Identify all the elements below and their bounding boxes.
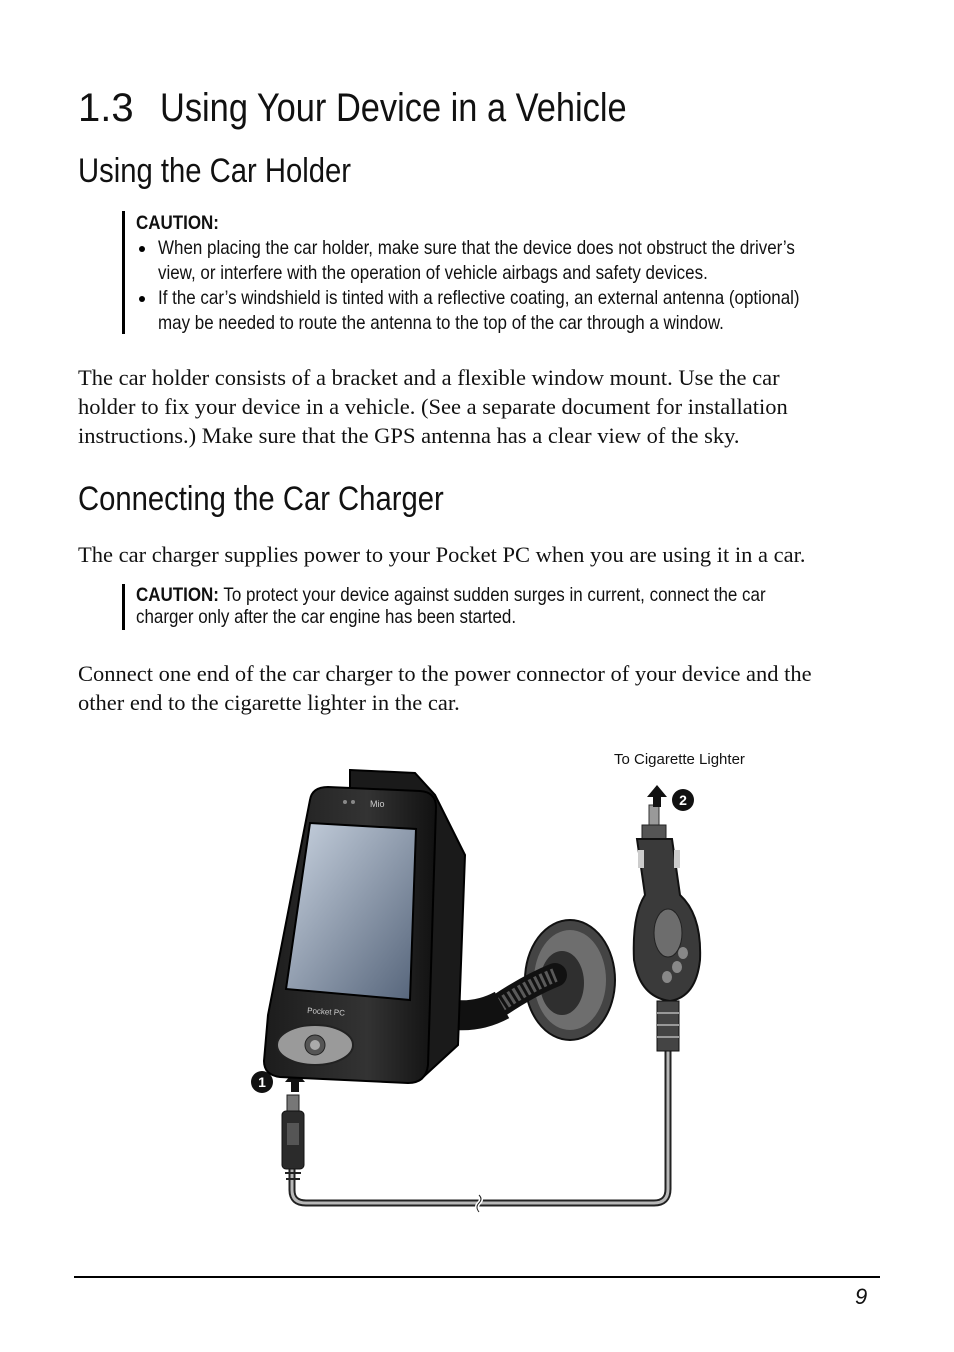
- pocket-pc-device: [264, 787, 436, 1083]
- section-title: [78, 86, 703, 131]
- car-holder-caution: [122, 211, 906, 334]
- arrow-up-icon: [647, 785, 667, 807]
- caution-bullet: If the car’s windshield is tinted with a reflective coating, an external antenna (optional) may be needed to route the antenna to the top of the car through a window.: [136, 286, 906, 336]
- svg-text:1: 1: [258, 1074, 266, 1090]
- svg-text:Mio: Mio: [370, 799, 385, 809]
- caution-bullet: When placing the car holder, make sure that the device does not obstruct the driver’s view, or interfere with the operation of vehicle airbags and safety devices.: [136, 236, 906, 286]
- figure-label-lighter: To Cigarette Lighter: [614, 751, 745, 768]
- section-number: 1.3: [78, 86, 134, 130]
- device-connector: [282, 1095, 304, 1179]
- caution-label: CAUTION:: [136, 212, 219, 234]
- section-title-text: Using Your Device in a Vehicle: [160, 86, 627, 130]
- car-holder-body: The car holder consists of a bracket and a flexible window mount. Use the car holder to fix your device in a vehicle. (See a separate document for installation instructions.) Make sure that the GPS antenna has a clear view of the sky.: [78, 365, 788, 448]
- page-number: 9: [855, 1284, 868, 1309]
- caution-label: CAUTION:: [136, 584, 219, 606]
- svg-text:2: 2: [679, 792, 687, 808]
- car-holder-heading: Using the Car Holder: [78, 152, 352, 190]
- car-charger-body: Connect one end of the car charger to the power connector of your device and the other end to the cigarette lighter in the car.: [78, 661, 812, 715]
- cigarette-lighter-plug: [634, 805, 700, 1051]
- car-charger-caution: CAUTION: To protect your device against sudden surges in current, connect the car charger only after the car engine has been started.: [122, 584, 906, 630]
- car-charger-heading: Connecting the Car Charger: [78, 480, 444, 518]
- suction-cup-mount: [455, 920, 615, 1040]
- svg-text:Pocket PC: Pocket PC: [306, 1006, 346, 1018]
- step-2-marker: [672, 789, 694, 811]
- footer-rule: [74, 1276, 880, 1278]
- car-charger-illustration: [240, 745, 780, 1225]
- car-charger-intro: The car charger supplies power to your Pocket PC when you are using it in a car.: [78, 542, 806, 567]
